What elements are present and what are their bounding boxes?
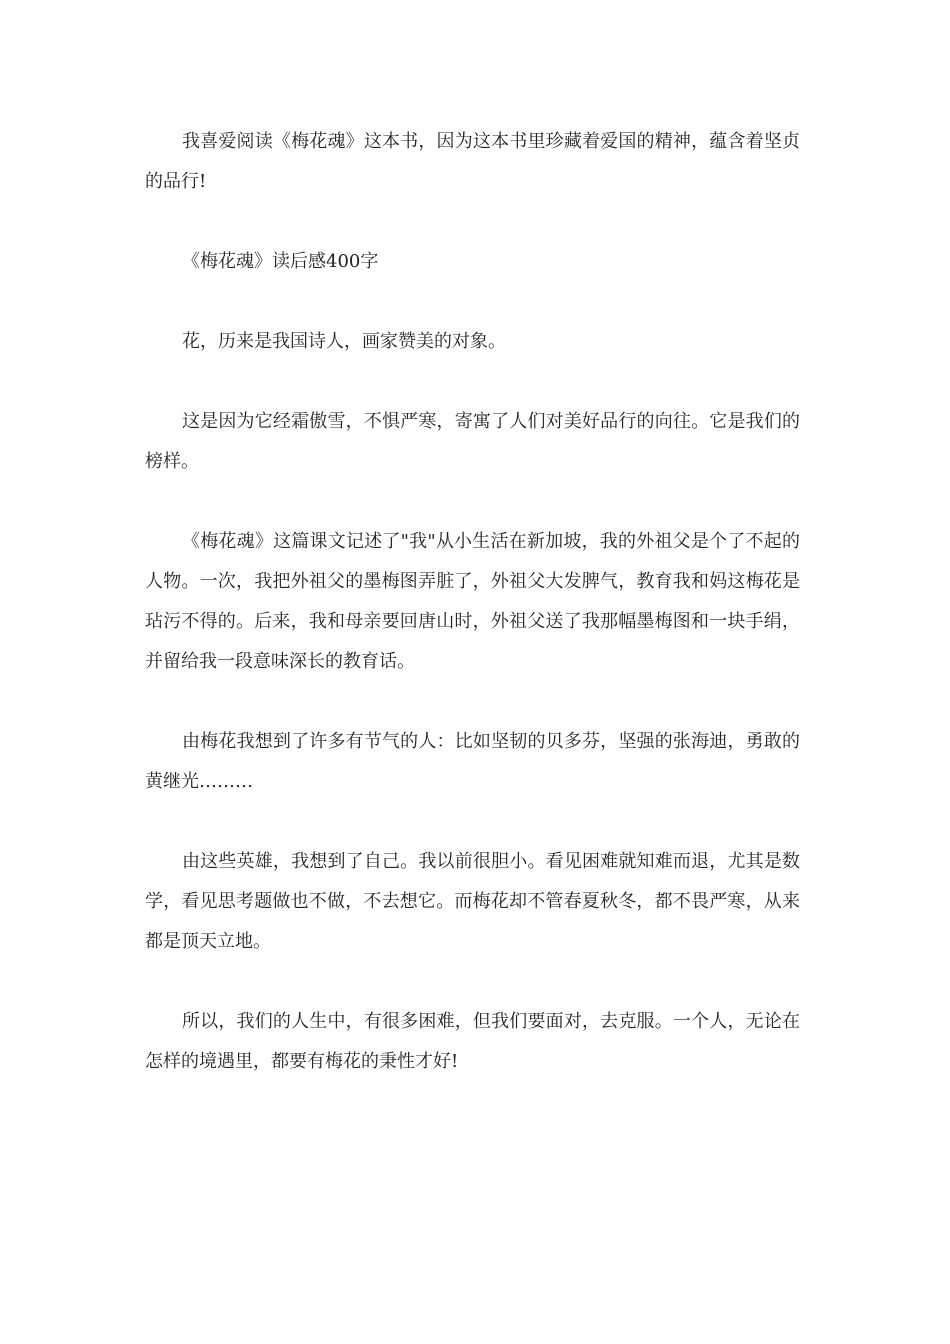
paragraph-intro: 我喜爱阅读《梅花魂》这本书，因为这本书里珍藏着爱国的精神，蕴含着坚贞的品行! [145,131,800,192]
paragraph-conclusion: 所以，我们的人生中，有很多困难，但我们要面对，去克服。一个人，无论在怎样的境遇里，都要有梅花的秉性才好! [145,1011,800,1072]
paragraph-reason: 这是因为它经霜傲雪，不惧严寒，寄寓了人们对美好品行的向往。它是我们的榜样。 [145,411,800,472]
document-body [145,122,800,1082]
paragraph-flower: 花，历来是我国诗人，画家赞美的对象。 [182,331,506,352]
paragraph-heroes: 由梅花我想到了许多有节气的人：比如坚韧的贝多芬，坚强的张海迪，勇敢的黄继光……… [145,731,800,792]
essay-title: 《梅花魂》读后感400字 [182,251,379,272]
paragraph-story: 《梅花魂》这篇课文记述了"我"从小生活在新加坡，我的外祖父是个了不起的人物。一次，我把外祖父的墨梅图弄脏了，外祖父大发脾气，教育我和妈这梅花是玷污不得的。后来，我和母亲要回唐山时，外祖父送了我那幅墨梅图和一块手绢，并留给我一段意味深长的教育话。 [145,531,800,672]
paragraph-self: 由这些英雄，我想到了自己。我以前很胆小。看见困难就知难而退，尤其是数学，看见思考题做也不做，不去想它。而梅花却不管春夏秋冬，都不畏严寒，从来都是顶天立地。 [145,851,800,952]
